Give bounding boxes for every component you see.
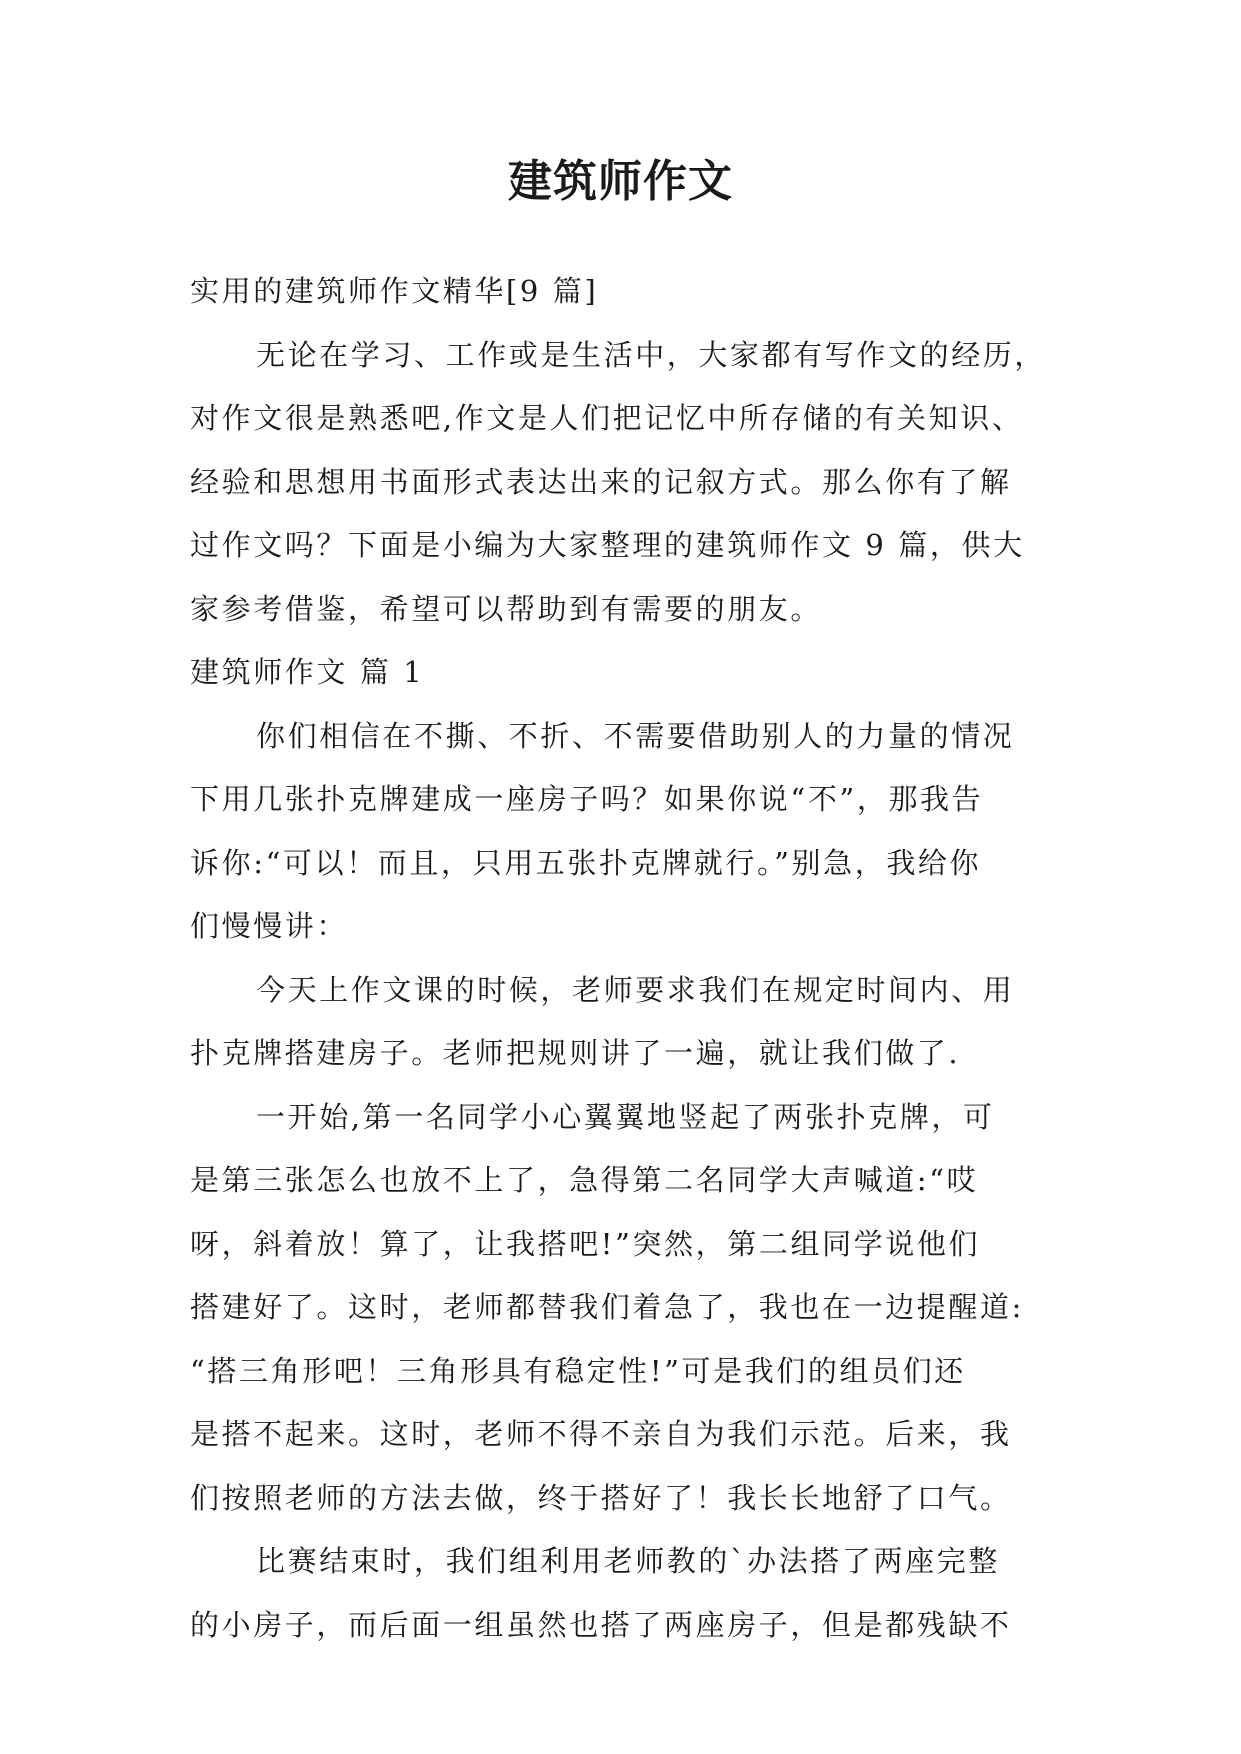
text-line: 呀，斜着放！算了，让我搭吧!”突然，第二组同学说他们 [190, 1226, 981, 1261]
text-line: 的小房子，而后面一组虽然也搭了两座房子，但是都残缺不 [190, 1607, 1012, 1642]
text-line: 对作文很是熟悉吧,作文是人们把记忆中所存储的有关知识、 [190, 401, 1024, 435]
text-line: 过作文吗？下面是小编为大家整理的建筑师作文 9 篇，供大 [190, 528, 1025, 562]
text-line: 实用的建筑师作文精华[9 篇] [190, 274, 599, 308]
text-line: 是第三张怎么也放不上了，急得第二名同学大声喊道:“哎 [190, 1163, 979, 1197]
text-line: “搭三角形吧！三角形具有稳定性!”可是我们的组员们还 [190, 1353, 966, 1388]
text-line: 一开始,第一名同学小心翼翼地竖起了两张扑克牌，可 [256, 1099, 995, 1134]
text-line: 今天上作文课的时候，老师要求我们在规定时间内、用 [256, 972, 1015, 1007]
text-line: 比赛结束时，我们组利用老师教的`办法搭了两座完整 [256, 1544, 1000, 1578]
text-line: 经验和思想用书面形式表达出来的记叙方式。那么你有了解 [190, 464, 1012, 499]
text-line: 扑克牌搭建房子。老师把规则讲了一遍，就让我们做了. [190, 1036, 961, 1070]
text-line: 下用几张扑克牌建成一座房子吗？如果你说“不”，那我告 [190, 782, 984, 816]
document-body [190, 260, 1050, 1657]
text-line: 们慢慢讲： [190, 909, 349, 943]
text-line: 家参考借鉴，希望可以帮助到有需要的朋友。 [190, 591, 823, 626]
text-line: 是搭不起来。这时，老师不得不亲自为我们示范。后来，我 [190, 1417, 1012, 1451]
document-title: 建筑师作文 [508, 156, 733, 207]
text-line: 们按照老师的方法去做，终于搭好了！我长长地舒了口气。 [190, 1480, 1012, 1515]
text-line: 无论在学习、工作或是生活中，大家都有写作文的经历， [256, 337, 1047, 372]
text-line: 你们相信在不撕、不折、不需要借助别人的力量的情况 [256, 718, 1015, 753]
text-line: 诉你:“可以！而且，只用五张扑克牌就行。”别急，我给你 [190, 845, 982, 880]
text-line: 建筑师作文 篇 1 [190, 655, 425, 689]
text-line: 搭建好了。这时，老师都替我们着急了，我也在一边提醒道: [190, 1290, 1024, 1324]
